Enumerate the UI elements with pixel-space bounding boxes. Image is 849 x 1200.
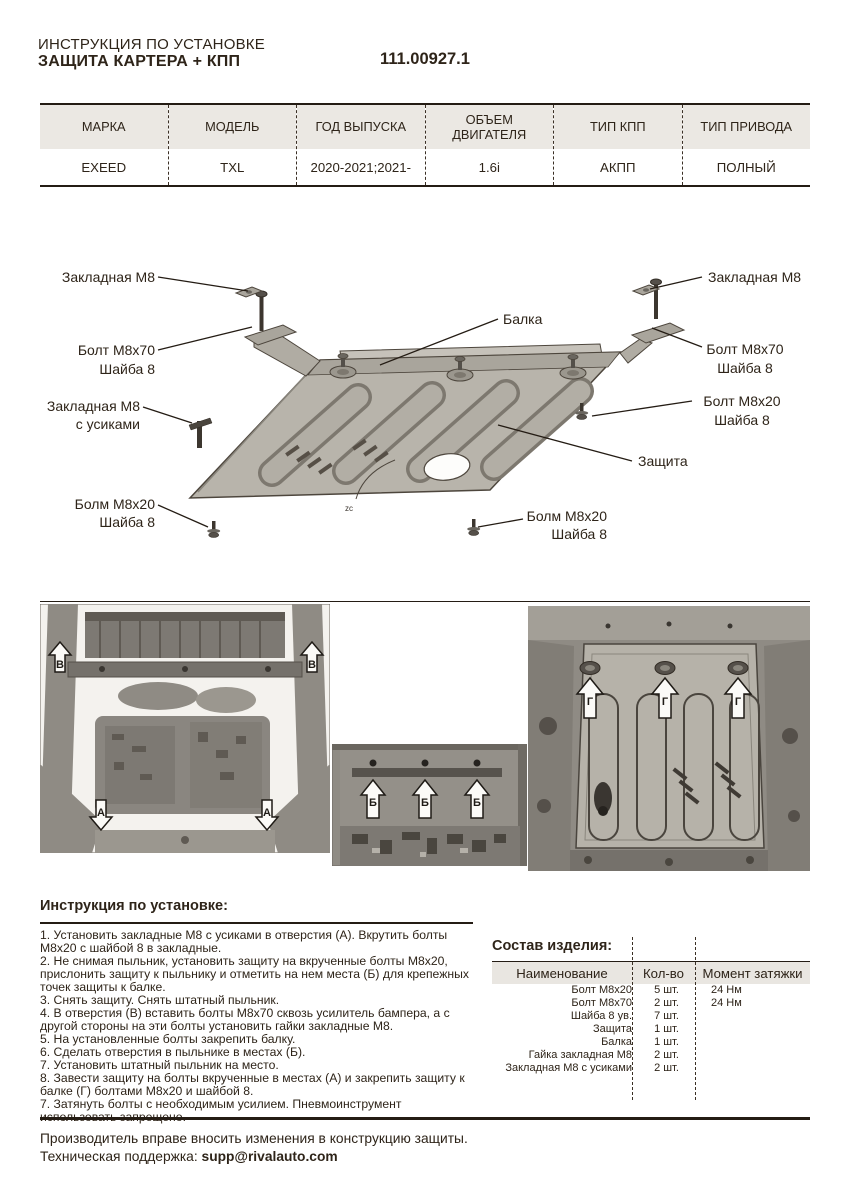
part-name: Гайка закладная М8: [528, 1049, 632, 1061]
label-zakladnaya-left: Закладная М8: [61, 269, 155, 285]
instruction-step: 2. Не снимая пыльник, установить защиту на вкрученные болты М8х20, прислонить защиту к пыльнику и отметить на нем места (Б) для крепежных точек защиты к балке.: [40, 954, 469, 994]
instruction-step: 3. Снять защиту. Снять штатный пыльник.: [40, 993, 280, 1007]
part-name: Шайба 8 ув.: [570, 1010, 632, 1022]
parts-row: [492, 1036, 810, 1049]
label-balka: Балка: [503, 311, 543, 327]
part-qty: 1 шт.: [654, 1023, 679, 1035]
document-title-line2: ЗАЩИТА КАРТЕРА + КПП: [38, 53, 241, 70]
parts-dashed-separator-1: [632, 937, 633, 1100]
spec-col-header: ТИП ПРИВОДА: [683, 105, 811, 149]
embedded-nut-whiskers: [189, 418, 212, 448]
spec-col-header: ОБЪЕМ ДВИГАТЕЛЯ: [426, 105, 554, 149]
zc-mark: zc: [345, 504, 353, 513]
label-bolt20-right: Болт М8х20: [703, 393, 781, 409]
arrow-letter-b: Б: [369, 797, 377, 809]
label-bolt70-left: Болт М8х70: [77, 342, 155, 358]
parts-row: [492, 1010, 810, 1023]
installation-instructions: [40, 898, 473, 1124]
installed-plate-photo-shapes: [528, 606, 810, 871]
manufacturer-note: Производитель вправе вносить изменения в конструкцию защиты.: [40, 1131, 468, 1146]
parts-header-row: [492, 962, 810, 984]
label-shayba-right: Шайба 8: [717, 360, 773, 376]
label-shayba-right2: Шайба 8: [714, 412, 770, 428]
instruction-step: 7. Затянуть болты с необходимым усилием. Пневмоинструмент использовать запрещено.: [40, 1097, 402, 1124]
instructions-rule: [40, 922, 473, 924]
instruction-step: 6. Сделать отверстия в пыльнике в местах (Б).: [40, 1045, 306, 1059]
document-title-line1: ИНСТРУКЦИЯ ПО УСТАНОВКЕ: [38, 36, 265, 53]
part-qty: 5 шт.: [654, 984, 679, 996]
parts-row: [492, 1023, 810, 1036]
spec-col-year: [297, 105, 426, 185]
part-qty: 2 шт.: [654, 1049, 679, 1061]
part-torque: 24 Нм: [711, 997, 742, 1009]
part-torque: [698, 1062, 810, 1075]
spec-col-header: МАРКА: [40, 105, 168, 149]
label-zakladnaya-right: Закладная М8: [708, 269, 802, 285]
parts-col-torque: Момент затяжки: [702, 965, 803, 981]
instruction-step: 1. Установить закладные М8 с усиками в отверстия (А). Вкрутить болты М8х20 с шайбой 8 в закладные.: [40, 928, 448, 955]
part-torque: 24 Нм: [711, 984, 742, 996]
parts-row: [492, 984, 810, 997]
spec-col-model: [169, 105, 298, 185]
label-bolm20-left: Болм М8х20: [74, 496, 155, 512]
arrow-letter-v: В: [308, 659, 316, 671]
arrow-letter-b: Б: [421, 797, 429, 809]
support-line: [40, 1149, 338, 1164]
spec-col-header: ГОД ВЫПУСКА: [297, 105, 425, 149]
spec-col-kpp: [554, 105, 683, 185]
part-qty: 2 шт.: [654, 997, 679, 1009]
parts-row: [492, 1062, 810, 1075]
arrow-letter-g: Г: [661, 696, 669, 708]
arrow-letter-g: Г: [734, 696, 742, 708]
spec-value: EXEED: [81, 159, 127, 175]
arrow-letter-b: Б: [473, 797, 481, 809]
left-bracket-and-bolt: [245, 291, 320, 376]
support-label: Техническая поддержка:: [40, 1149, 198, 1164]
instruction-step: 4. В отверстия (В) вставить болты М8х70 сквозь усилитель бампера, а с другой стороны на эти болты установить гайки закладные М8.: [40, 1006, 450, 1033]
arrow-letter-v: В: [56, 659, 64, 671]
spec-value: TXL: [220, 159, 245, 175]
spec-col-drive: [683, 105, 811, 185]
parts-col-name: Наименование: [516, 965, 608, 981]
spec-col-marka: [40, 105, 169, 185]
label-bolt70-right: Болт М8х70: [706, 341, 784, 357]
vehicle-spec-table: [40, 103, 810, 187]
part-torque: [698, 1010, 810, 1023]
spec-col-header: МОДЕЛЬ: [169, 105, 297, 149]
part-name: Болт М8х20: [571, 984, 632, 996]
part-name: Закладная М8 с усиками: [505, 1062, 632, 1074]
part-qty: 1 шт.: [654, 1036, 679, 1048]
product-contents-table: [492, 938, 810, 1075]
parts-row: [492, 1049, 810, 1062]
label-shayba-left: Шайба 8: [99, 361, 155, 377]
parts-dashed-separator-2: [695, 937, 696, 1100]
label-zakladnaya-usiki: Закладная М8: [46, 398, 140, 414]
photo-installed-plate-points-g: [528, 606, 810, 871]
part-torque: [698, 1036, 810, 1049]
instruction-step: 8. Завести защиту на болты вкрученные в местах (А) и закрепить защиту к балке (Г) болтами М8х20 и шайбой 8.: [40, 1071, 465, 1098]
part-qty: 7 шт.: [654, 1010, 679, 1022]
arrow-letter-a: А: [97, 807, 105, 819]
part-name: Защита: [593, 1023, 632, 1035]
bottom-section-rule: [40, 1117, 810, 1120]
part-torque: [698, 1023, 810, 1036]
spec-col-header: ТИП КПП: [554, 105, 682, 149]
label-shayba-bc: Шайба 8: [551, 526, 607, 542]
parts-col-qty: Кол-во: [642, 965, 684, 981]
bolt-bottom-left: [207, 521, 220, 538]
part-name: Балка: [601, 1036, 632, 1048]
part-name: Болт М8х70: [571, 997, 632, 1009]
spec-value: 2020-2021;2021-: [310, 159, 411, 175]
protection-plate-drawing: [190, 344, 620, 498]
spec-value: АКПП: [600, 159, 636, 175]
spec-value: 1.6i: [478, 159, 500, 175]
photo-underbody-points-a-b: [40, 604, 330, 853]
part-number: 111.00927.1: [380, 50, 470, 68]
part-torque: [698, 1049, 810, 1062]
parts-row: [492, 997, 810, 1010]
photos-divider-line: [40, 601, 810, 602]
arrow-letter-g: Г: [586, 696, 594, 708]
instruction-step: 5. На установленные болты закрепить балку.: [40, 1032, 296, 1046]
part-qty: 2 шт.: [654, 1062, 679, 1074]
instructions-heading: Инструкция по установке:: [40, 898, 228, 914]
spec-col-engine: [426, 105, 555, 185]
support-email: supp@rivalauto.com: [201, 1149, 338, 1164]
exploded-parts-diagram: [40, 255, 810, 575]
photo-dustcover-points-b: [332, 744, 527, 866]
arrow-letter-a: А: [263, 807, 271, 819]
label-zashchita: Защита: [638, 453, 688, 469]
label-bolm20-center: Болм М8х20: [526, 508, 607, 524]
instruction-step: 7. Установить штатный пыльник на место.: [40, 1058, 279, 1072]
label-usiki: с усиками: [75, 416, 140, 432]
parts-heading: Состав изделия:: [492, 938, 613, 954]
label-shayba-bl: Шайба 8: [99, 514, 155, 530]
spec-value: ПОЛНЫЙ: [716, 159, 776, 175]
